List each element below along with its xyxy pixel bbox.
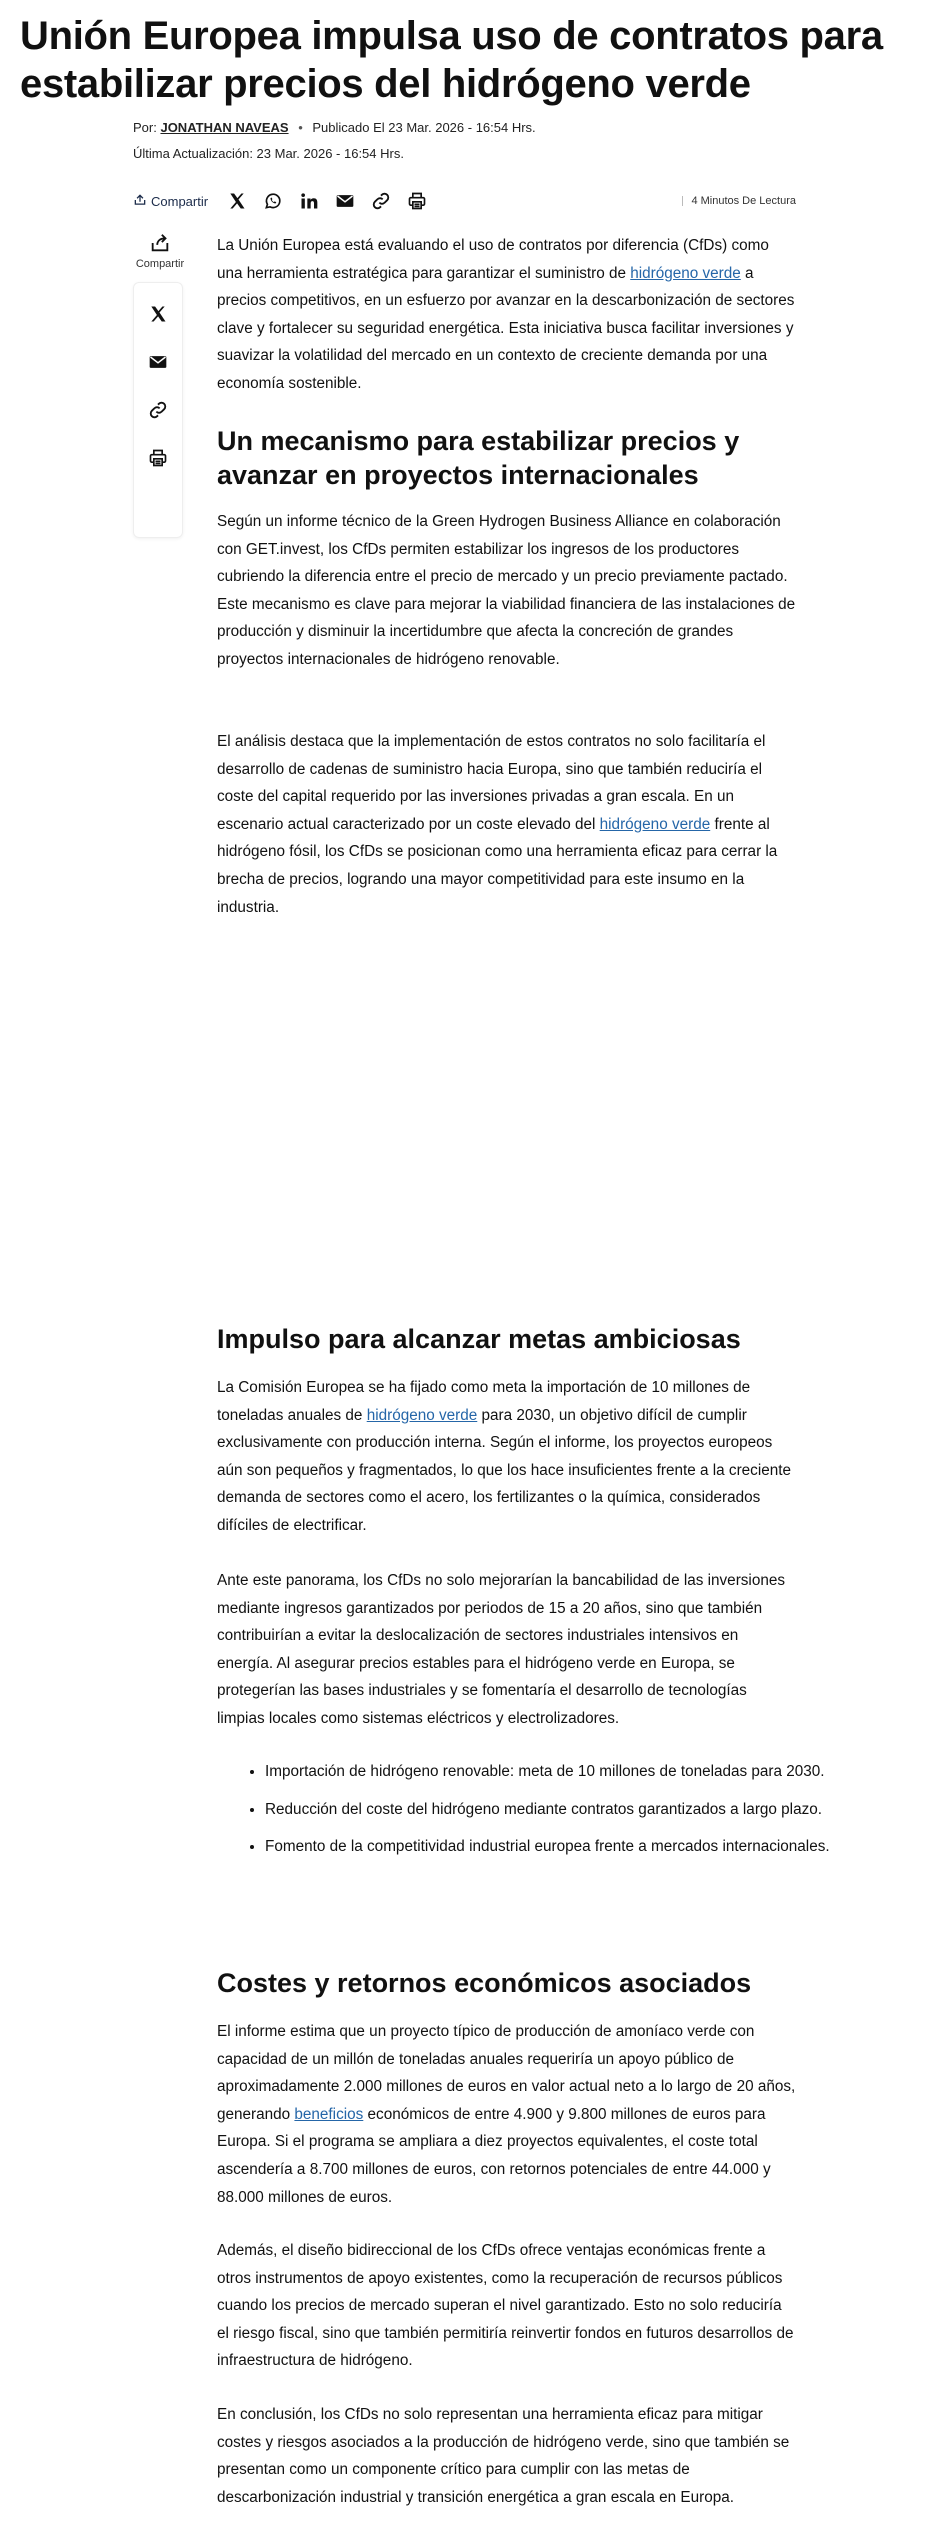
share-icon — [133, 193, 151, 210]
link-beneficios[interactable]: beneficios — [294, 2105, 364, 2123]
paragraph-comision: La Comisión Europea se ha fijado como meta la importación de 10 millones de toneladas anuales de hidrógeno verde para 2030, un objetivo difícil de cumplir exclusivamente con producción interna. Según el informe, los proyectos europeos aún son pequeños y fragmentados, lo que los hace insuficientes frente a la creciente demanda de sectores como el acero, los fertilizantes o la química, considerados difíciles de electrificar. — [217, 1379, 791, 1534]
email-icon — [335, 191, 355, 211]
share-icon — [149, 232, 171, 254]
share-bar — [133, 188, 796, 214]
paragraph-bidireccional: Además, el diseño bidireccional de los CfDs ofrece ventajas económicas frente a otros instrumentos de apoyo existentes, como la recuperación de recursos públicos cuando los precios de mercado superan el nivel garantizado. Esto no solo reduciría el riesgo fiscal, sino que también permitiría reinvertir fondos en futuros desarrollos de infraestructura de hidrógeno. — [217, 2242, 794, 2370]
linkedin-share-button[interactable] — [294, 188, 324, 214]
section-heading-impulso: Impulso para alcanzar metas ambiciosas — [217, 1324, 741, 1354]
sticky-share-sidebar — [133, 232, 187, 538]
link-hidrogeno-verde[interactable]: hidrógeno verde — [366, 1406, 478, 1424]
linkedin-icon — [299, 191, 319, 211]
section-heading-mecanismo: Un mecanismo para estabilizar precios y avanzar en proyectos internacionales — [217, 426, 740, 490]
sidebar-share-label: Compartir — [135, 258, 185, 270]
link-icon — [148, 400, 168, 420]
list-item: • Importación de hidrógeno renovable: meta de 10 millones de toneladas para 2030. — [265, 1758, 835, 1786]
email-icon — [148, 352, 168, 372]
email-share-button[interactable] — [330, 188, 360, 214]
paragraph-panorama: Ante este panorama, los CfDs no solo mejorarían la bancabilidad de las inversiones mediante ingresos garantizados por periodos de 15 a 20 años, sino que también contribuirían a evitar la deslocalización de sectores industriales intensivos en energía. Al asegurar precios estables para el hidrógeno verde en Europa, se protegerían las bases industriales y se fomentaría el desarrollo de tecnologías limpias locales como sistemas eléctricos y electrolizadores. — [217, 1572, 786, 1727]
section-heading-costes: Costes y retornos económicos asociados — [217, 1968, 752, 1998]
sidebar-share-box — [133, 282, 183, 538]
sidebar-share-button[interactable] — [133, 232, 187, 270]
x-share-button[interactable] — [222, 188, 252, 214]
whatsapp-share-button[interactable] — [258, 188, 288, 214]
sidebar-x-button[interactable] — [143, 297, 173, 331]
read-time-divider — [682, 196, 683, 206]
link-hidrogeno-verde[interactable]: hidrógeno verde — [630, 264, 741, 282]
paragraph-conclusion: En conclusión, los CfDs no solo representan una herramienta eficaz para mitigar costes y riesgos asociados a la producción de hidrógeno verde, sino que también se presentan como un componente crítico para cumplir con las metas de descarbonización industrial y transición energética a gran escala en Europa. — [217, 2406, 790, 2506]
sidebar-print-button[interactable] — [143, 441, 173, 475]
author-link[interactable]: JONATHAN NAVEAS — [160, 120, 289, 135]
print-button[interactable] — [402, 188, 432, 214]
link-icon — [371, 191, 391, 211]
paragraph-analisis: El análisis destaca que la implementación de estos contratos no solo facilitaría el desarrollo de cadenas de suministro hacia Europa, sino que también reduciría el coste del capital requerido por las inversiones privadas a gran escala. En un escenario actual caracterizado por un coste elevado del hidrógeno verde frente al hidrógeno fósil, los CfDs se posicionan como una herramienta eficaz para cerrar la brecha de precios, logrando una mayor competitividad para este insumo en la industria. — [217, 733, 778, 916]
x-icon — [227, 191, 247, 211]
byline — [133, 118, 536, 164]
print-icon — [148, 448, 168, 468]
link-hidrogeno-verde[interactable]: hidrógeno verde — [599, 815, 711, 833]
print-icon — [407, 191, 427, 211]
share-label: Compartir — [151, 193, 209, 209]
bullet-list — [217, 1758, 835, 1871]
whatsapp-icon — [263, 191, 283, 211]
published-date: Publicado El 23 Mar. 2026 - 16:54 Hrs. — [312, 120, 536, 135]
sidebar-link-button[interactable] — [143, 393, 173, 427]
list-item: • Fomento de la competitividad industrial europea frente a mercados internacionales. — [265, 1833, 835, 1861]
intro-paragraph: La Unión Europea está evaluando el uso de contratos por diferencia (CfDs) como una herramienta estratégica para garantizar el suministro de hidrógeno verde a precios competitivos, en un esfuerzo por avanzar en la descarbonización de sectores clave y fortalecer su seguridad energética. Esta iniciativa busca facilitar inversiones y suavizar la volatilidad del mercado en un contexto de creciente demanda por una economía sostenible. — [217, 237, 795, 392]
byline-por: Por: — [133, 120, 157, 135]
paragraph-informe: Según un informe técnico de la Green Hydrogen Business Alliance en colaboración con GET.invest, los CfDs permiten estabilizar los ingresos de los productores cubriendo la diferencia entre el precio de mercado y un precio previamente pactado. Este mecanismo es clave para mejorar la viabilidad financiera de las instalaciones de producción y disminuir la incertidumbre que afecta la concreción de grandes proyectos internacionales de hidrógeno renovable. — [217, 513, 796, 668]
read-time-label: 4 Minutos De Lectura — [691, 195, 796, 207]
byline-separator: • — [298, 120, 303, 135]
share-button[interactable] — [133, 193, 208, 210]
x-icon — [148, 304, 168, 324]
read-time — [682, 195, 796, 207]
list-item: • Reducción del coste del hidrógeno mediante contratos garantizados a largo plazo. — [265, 1796, 835, 1824]
copy-link-button[interactable] — [366, 188, 396, 214]
sidebar-email-button[interactable] — [143, 345, 173, 379]
updated-date: Última Actualización: 23 Mar. 2026 - 16:54 Hrs. — [133, 146, 404, 161]
paragraph-estimacion: El informe estima que un proyecto típico de producción de amoníaco verde con capacidad de un millón de toneladas anuales requeriría un apoyo público de aproximadamente 2.000 millones de euros en valor actual neto a lo largo de 20 años, generando beneficios económicos de entre 4.900 y 9.800 millones de euros para Europa. Si el programa se ampliara a diez proyectos equivalentes, el coste total ascendería a 8.700 millones de euros, con retornos potenciales de entre 44.000 y 88.000 millones de euros. — [217, 2023, 796, 2206]
article-headline: Unión Europea impulsa uso de contratos para estabilizar precios del hidrógeno verde — [20, 14, 883, 106]
